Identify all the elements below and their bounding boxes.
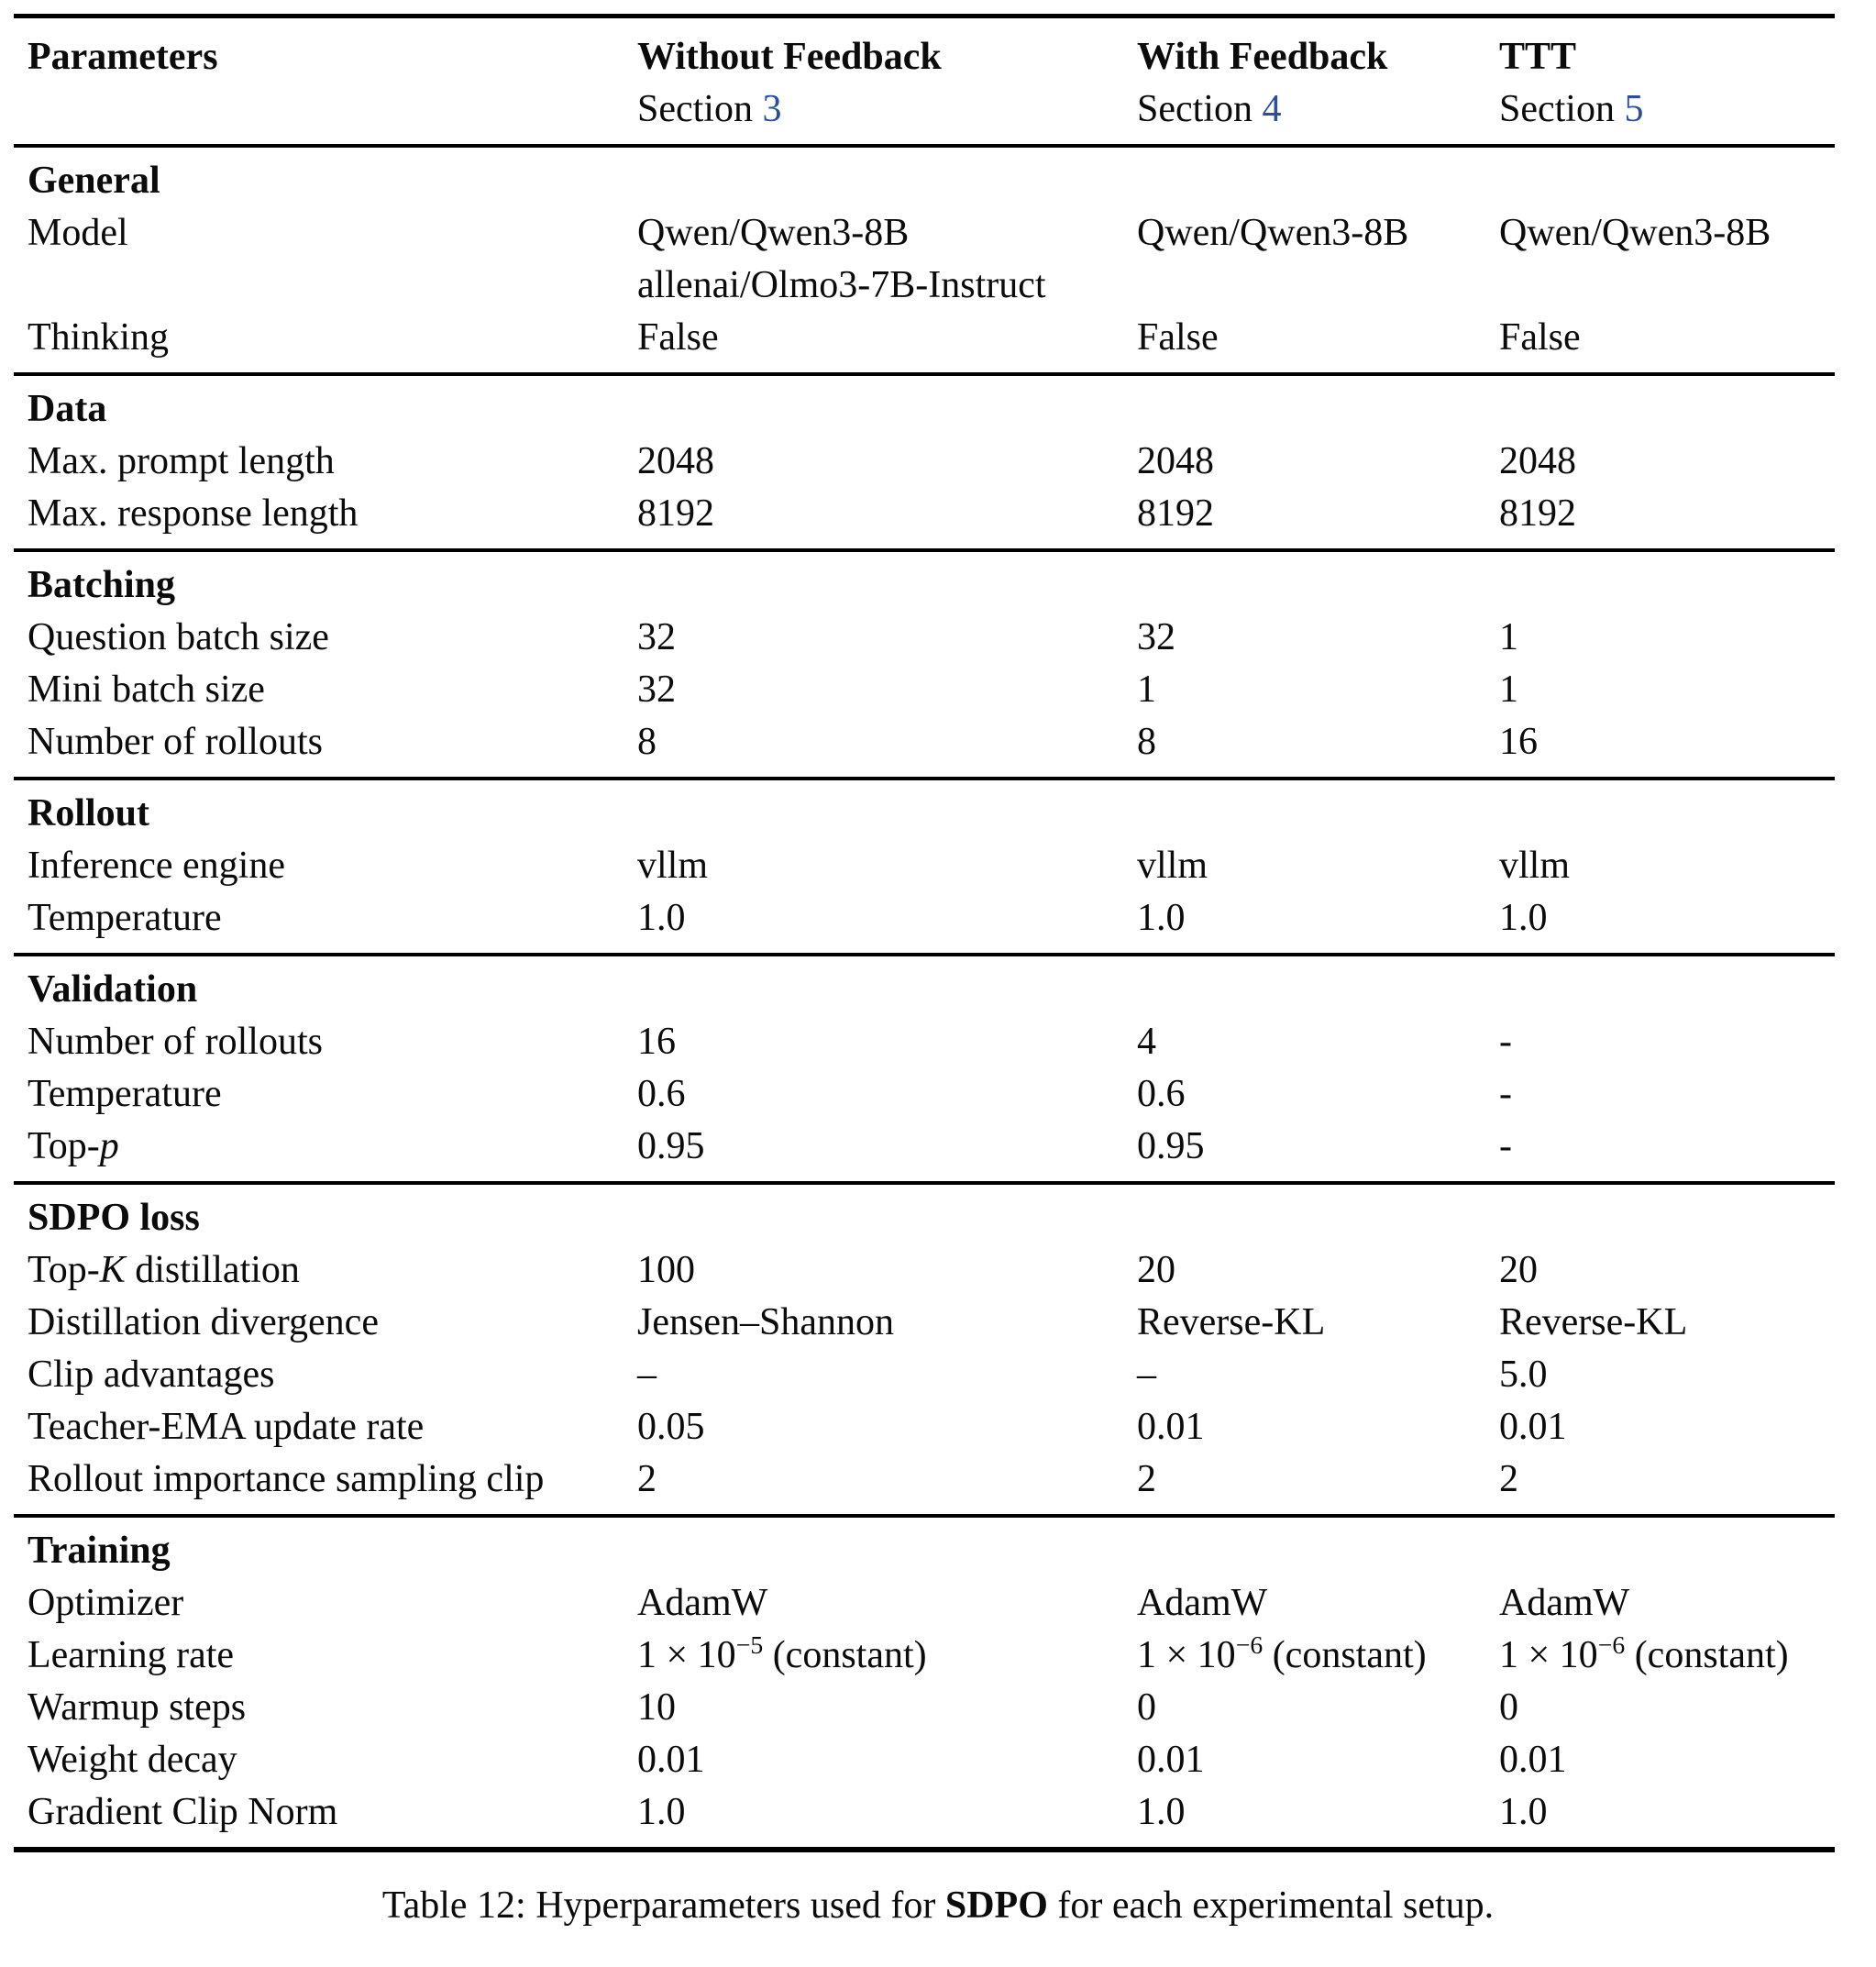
cell-line: Qwen/Qwen3-8B <box>637 212 910 254</box>
row-label: Number of rollouts <box>28 721 323 763</box>
section-title: Training <box>28 1530 171 1572</box>
cell-value <box>637 207 1137 312</box>
cell-value: 0.01 <box>1499 1406 1567 1448</box>
cell-value: – <box>1137 1354 1156 1396</box>
caption-bold-term: SDPO <box>944 1884 1048 1927</box>
label-italic: p <box>99 1125 119 1167</box>
cell-value: 2 <box>1137 1458 1156 1500</box>
cell-value: 4 <box>1137 1021 1156 1063</box>
column-title: With Feedback <box>1137 36 1388 78</box>
section-ref <box>1499 83 1826 136</box>
column-title: Without Feedback <box>637 36 942 78</box>
cell-value <box>1499 1630 1835 1682</box>
cell-value: AdamW <box>1499 1582 1630 1624</box>
cell-value: 1.0 <box>637 1791 686 1833</box>
cell-value: – <box>637 1354 657 1396</box>
row-label: Mini batch size <box>28 669 265 711</box>
cell-value: 16 <box>637 1021 676 1063</box>
caption-suffix: for each experimental setup. <box>1047 1884 1495 1927</box>
section-word: Section <box>1499 88 1615 130</box>
cell-value: - <box>1499 1021 1512 1063</box>
cell-value: 10 <box>637 1686 676 1729</box>
row-label: Distillation divergence <box>28 1301 379 1343</box>
cell-value: 100 <box>637 1249 695 1291</box>
column-title: TTT <box>1499 36 1577 78</box>
section-4-link[interactable]: 4 <box>1262 88 1282 130</box>
label-prefix: Top- <box>28 1249 100 1291</box>
cell-value: Reverse-KL <box>1499 1301 1688 1343</box>
cell-value: False <box>1499 316 1581 359</box>
section-data <box>14 372 1835 548</box>
cell-value: False <box>1137 316 1219 359</box>
row-label <box>28 1121 637 1173</box>
cell-value: 2048 <box>1499 440 1576 482</box>
cell-value: vllm <box>637 845 709 887</box>
caption-prefix: Table 12: Hyperparameters used for <box>381 1884 945 1927</box>
section-ref <box>1137 83 1490 136</box>
table-header-row <box>14 18 1835 144</box>
section-title: Batching <box>28 564 176 606</box>
label-suffix: distillation <box>125 1249 300 1291</box>
section-3-link[interactable]: 3 <box>762 88 782 130</box>
cell-value: 20 <box>1137 1249 1175 1291</box>
cell-value: 0.95 <box>637 1125 705 1167</box>
section-general <box>14 144 1835 372</box>
cell-value: False <box>637 316 719 359</box>
section-title: SDPO loss <box>28 1197 200 1239</box>
cell-value: 1.0 <box>1137 1791 1186 1833</box>
lr-exponent: −5 <box>735 1630 764 1659</box>
cell-value: 8 <box>1137 721 1156 763</box>
row-label: Optimizer <box>28 1582 184 1624</box>
row-label: Rollout importance sampling clip <box>28 1458 545 1500</box>
lr-base: 1 × 10 <box>1499 1634 1598 1676</box>
cell-value: 32 <box>637 669 676 711</box>
cell-value: 8192 <box>1137 492 1214 535</box>
cell-value: AdamW <box>637 1582 768 1624</box>
section-title: Data <box>28 388 107 430</box>
cell-value: 0.6 <box>1137 1073 1186 1115</box>
cell-value: 0.01 <box>1137 1739 1205 1781</box>
section-batching <box>14 548 1835 777</box>
cell-value: - <box>1499 1073 1512 1115</box>
cell-value: Reverse-KL <box>1137 1301 1326 1343</box>
cell-value: 8192 <box>637 492 714 535</box>
section-training <box>14 1514 1835 1847</box>
cell-value: 1 <box>1499 669 1518 711</box>
cell-value: 32 <box>1137 616 1175 658</box>
cell-value: 2048 <box>637 440 714 482</box>
cell-value: vllm <box>1499 845 1571 887</box>
cell-value: 1.0 <box>637 897 686 939</box>
section-rollout <box>14 777 1835 953</box>
row-label: Warmup steps <box>28 1686 247 1729</box>
lr-base: 1 × 10 <box>637 1634 736 1676</box>
cell-value: 8192 <box>1499 492 1576 535</box>
cell-value: 32 <box>637 616 676 658</box>
row-label: Number of rollouts <box>28 1021 323 1063</box>
column-header-without-feedback <box>637 31 1137 136</box>
cell-value: 1.0 <box>1499 897 1548 939</box>
row-label: Max. prompt length <box>28 440 335 482</box>
row-label: Temperature <box>28 897 222 939</box>
column-header-with-feedback <box>1137 31 1499 136</box>
hyperparameters-table <box>14 14 1835 1852</box>
lr-note: (constant) <box>763 1634 927 1676</box>
section-word: Section <box>637 88 753 130</box>
cell-value: 1 <box>1499 616 1518 658</box>
cell-value: 2 <box>637 1458 657 1500</box>
cell-value: 20 <box>1499 1249 1538 1291</box>
section-validation <box>14 953 1835 1181</box>
cell-value: vllm <box>1137 845 1208 887</box>
cell-value: - <box>1499 1125 1512 1167</box>
section-ref <box>637 83 1128 136</box>
paper-page <box>0 14 1876 1932</box>
cell-value: 16 <box>1499 721 1538 763</box>
cell-value: 2048 <box>1137 440 1214 482</box>
cell-value: 2 <box>1499 1458 1518 1500</box>
cell-value: 1.0 <box>1137 897 1186 939</box>
cell-value: 0.01 <box>637 1739 705 1781</box>
lr-exponent: −6 <box>1235 1630 1264 1659</box>
cell-value: 0.01 <box>1137 1406 1205 1448</box>
section-title: General <box>28 160 160 202</box>
section-word: Section <box>1137 88 1253 130</box>
lr-note: (constant) <box>1625 1634 1789 1676</box>
section-sdpo-loss <box>14 1181 1835 1514</box>
section-title: Validation <box>28 968 198 1011</box>
row-label: Model <box>28 212 128 254</box>
cell-value <box>1137 1630 1499 1682</box>
column-header-parameters: Parameters <box>28 36 218 78</box>
cell-value: 0.95 <box>1137 1125 1205 1167</box>
cell-value: 0 <box>1499 1686 1518 1729</box>
row-label: Temperature <box>28 1073 222 1115</box>
cell-line: allenai/Olmo3-7B-Instruct <box>637 264 1046 306</box>
row-label: Max. response length <box>28 492 359 535</box>
cell-value: 1.0 <box>1499 1791 1548 1833</box>
column-header-ttt <box>1499 31 1835 136</box>
cell-value: 5.0 <box>1499 1354 1548 1396</box>
label-italic: K <box>99 1249 126 1291</box>
cell-value: 0.6 <box>637 1073 686 1115</box>
cell-value: AdamW <box>1137 1582 1268 1624</box>
label-prefix: Top- <box>28 1125 100 1167</box>
row-label: Clip advantages <box>28 1354 275 1396</box>
section-5-link[interactable]: 5 <box>1624 88 1644 130</box>
cell-value: 0.01 <box>1499 1739 1567 1781</box>
cell-value: 1 <box>1137 669 1156 711</box>
row-label: Thinking <box>28 316 169 359</box>
cell-value: 0.05 <box>637 1406 705 1448</box>
cell-value: Qwen/Qwen3-8B <box>1137 212 1409 254</box>
cell-value: Qwen/Qwen3-8B <box>1499 212 1771 254</box>
cell-value <box>637 1630 1137 1682</box>
row-label: Question batch size <box>28 616 329 658</box>
section-title: Rollout <box>28 792 150 834</box>
lr-exponent: −6 <box>1597 1630 1626 1659</box>
cell-value: Jensen–Shannon <box>637 1301 894 1343</box>
row-label: Gradient Clip Norm <box>28 1791 338 1833</box>
row-label: Teacher-EMA update rate <box>28 1406 425 1448</box>
cell-value: 8 <box>637 721 657 763</box>
lr-note: (constant) <box>1263 1634 1427 1676</box>
cell-value: 0 <box>1137 1686 1156 1729</box>
row-label: Learning rate <box>28 1634 235 1676</box>
row-label <box>28 1244 637 1297</box>
row-label: Inference engine <box>28 845 285 887</box>
table-caption <box>0 1880 1876 1932</box>
lr-base: 1 × 10 <box>1137 1634 1236 1676</box>
row-label: Weight decay <box>28 1739 237 1781</box>
